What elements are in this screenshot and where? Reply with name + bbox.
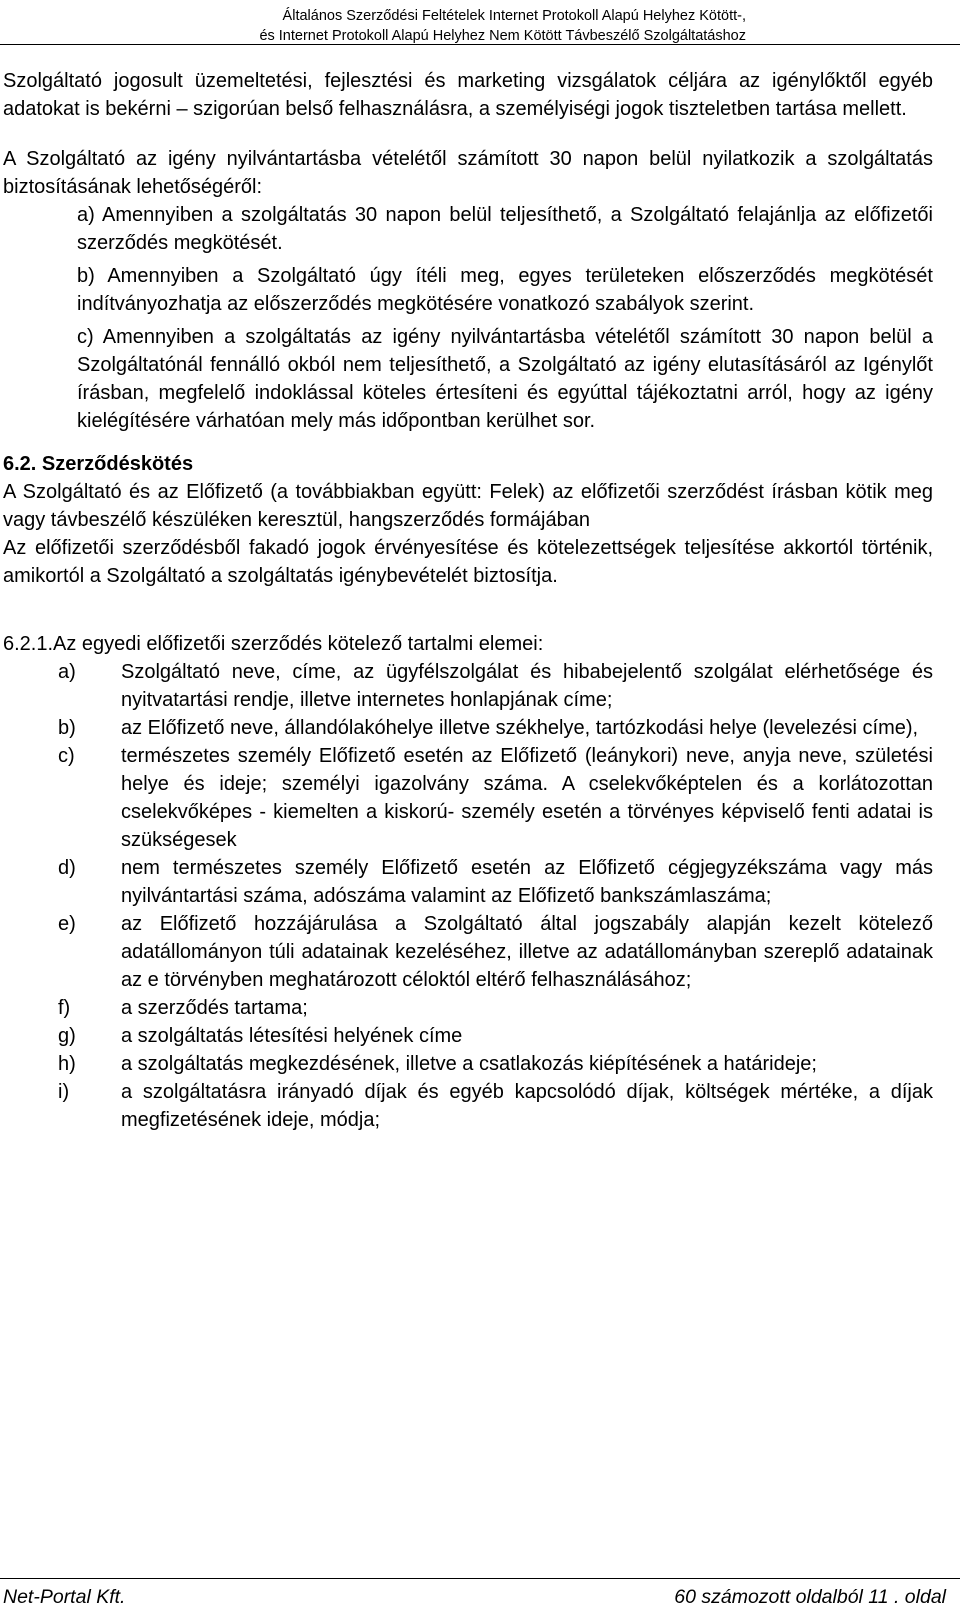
list-item-text: természetes személy Előfizető esetén az Előfizető (leánykori) neve, anyja neve, születési helye és ideje; személyi igazolvány száma. A cselekvőképtelen és a korlátozottan cselekvőképes - kiemelten a kiskorú- személy esetén a törvényes képviselő fenti adatai is szükségesek — [121, 745, 933, 851]
list-item-text: Szolgáltató neve, címe, az ügyfélszolgálat és hibabejelentő szolgálat elérhetősége és nyitvatartási rendje, illetve internetes honlapjának címe; — [121, 661, 933, 711]
subsection-heading: 6.2.1.Az egyedi előfizetői szerződés kötelező tartalmi elemei: — [3, 633, 544, 655]
list-item — [3, 1050, 933, 1078]
list-item — [3, 714, 933, 742]
paragraph-intro: Szolgáltató jogosult üzemeltetési, fejlesztési és marketing vizsgálatok céljára az igénylőktől egyéb adatokat is bekérni – szigorúan belső felhasználásra, a személyiségi jogok tiszteletben tartása mellett. — [3, 70, 933, 120]
list-item — [3, 1022, 933, 1050]
header-line-1: Általános Szerződési Feltételek Internet Protokoll Alapú Helyhez Kötött-, — [282, 8, 746, 24]
list-item-text: a szerződés tartama; — [121, 997, 308, 1019]
section-heading: 6.2. Szerződéskötés — [3, 453, 194, 475]
footer-page-info: 60 számozott oldalból 11 . oldal — [674, 1586, 946, 1608]
header-divider — [0, 44, 960, 45]
list-item-text: a szolgáltatás megkezdésének, illetve a csatlakozás kiépítésének a határideje; — [121, 1053, 817, 1075]
list-item-label: a) — [58, 661, 76, 683]
paragraph-30-days: A Szolgáltató az igény nyilvántartásba vételétől számított 30 napon belül nyilatkozik a szolgáltatás biztosításának lehetőségéről: — [3, 148, 933, 198]
list-item-text: a szolgáltatásra irányadó díjak és egyéb kapcsolódó díjak, költségek mértéke, a díjak megfizetésének ideje, módja; — [121, 1081, 933, 1131]
list-item-label: d) — [58, 857, 76, 879]
list-item-label: h) — [58, 1053, 76, 1075]
list-item — [3, 742, 933, 854]
list-item — [3, 910, 933, 994]
list-item-label: g) — [58, 1025, 76, 1047]
list-item — [3, 994, 933, 1022]
header-line-2: és Internet Protokoll Alapú Helyhez Nem Kötött Távbeszélő Szolgáltatáshoz — [259, 28, 746, 44]
list-item — [3, 658, 933, 714]
list-item-b: b) Amennyiben a Szolgáltató úgy ítéli meg, egyes területeken előszerződés megkötését indítványozhatja az előszerződés megkötésére vonatkozó szabályok szerint. — [77, 265, 933, 315]
list-item-label: c) — [58, 745, 75, 767]
paragraph-contract-1: A Szolgáltató és az Előfizető (a továbbiakban együtt: Felek) az előfizetői szerződést írásban kötik meg vagy távbeszélő készüléken keresztül, hangszerződés formájában — [3, 481, 933, 531]
list-item-text: az Előfizető neve, állandólakóhelye illetve székhelye, tartózkodási helye (levelezési címe), — [121, 717, 919, 739]
list-item — [3, 854, 933, 910]
list-item-c: c) Amennyiben a szolgáltatás az igény nyilvántartásba vételétől számított 30 napon belül a Szolgáltatónál fennálló okból nem teljesíthető, a Szolgáltató az igény elutasításáról az Igénylőt írásban, megfelelő indoklással köteles értesíteni és egyúttal tájékoztatni arról, hogy az igény kielégítésére várhatóan mely más időpontban kerülhet sor. — [77, 326, 933, 432]
page-footer — [0, 1578, 960, 1612]
list-item-label: f) — [58, 997, 71, 1019]
list-item-label: b) — [58, 717, 76, 739]
list-item-label: e) — [58, 913, 76, 935]
footer-divider — [0, 1578, 960, 1579]
footer-company: Net-Portal Kft. — [3, 1586, 126, 1608]
list-item-text: nem természetes személy Előfizető esetén az Előfizető cégjegyzékszáma vagy más nyilvántartási száma, adószáma valamint az Előfizető bankszámlaszáma; — [121, 857, 933, 907]
list-item-a: a) Amennyiben a szolgáltatás 30 napon belül teljesíthető, a Szolgáltató felajánlja az előfizetői szerződés megkötését. — [77, 204, 933, 254]
list-item-label: i) — [58, 1081, 70, 1103]
page-header — [0, 6, 960, 46]
page-content — [3, 67, 933, 1134]
list-item — [3, 1078, 933, 1134]
list-item-text: a szolgáltatás létesítési helyének címe — [121, 1025, 463, 1047]
paragraph-contract-2: Az előfizetői szerződésből fakadó jogok érvényesítése és kötelezettségek teljesítése akkortól történik, amikortól a Szolgáltató a szolgáltatás igénybevételét biztosítja. — [3, 537, 933, 587]
contract-elements-list — [3, 658, 933, 1134]
list-item-text: az Előfizető hozzájárulása a Szolgáltató által jogszabály alapján kezelt kötelező adatállományon túli adatainak kezeléséhez, illetve az adatállományban szereplő adatainak az e törvényben meghatározott céloktól eltérő felhasználásához; — [121, 913, 933, 991]
